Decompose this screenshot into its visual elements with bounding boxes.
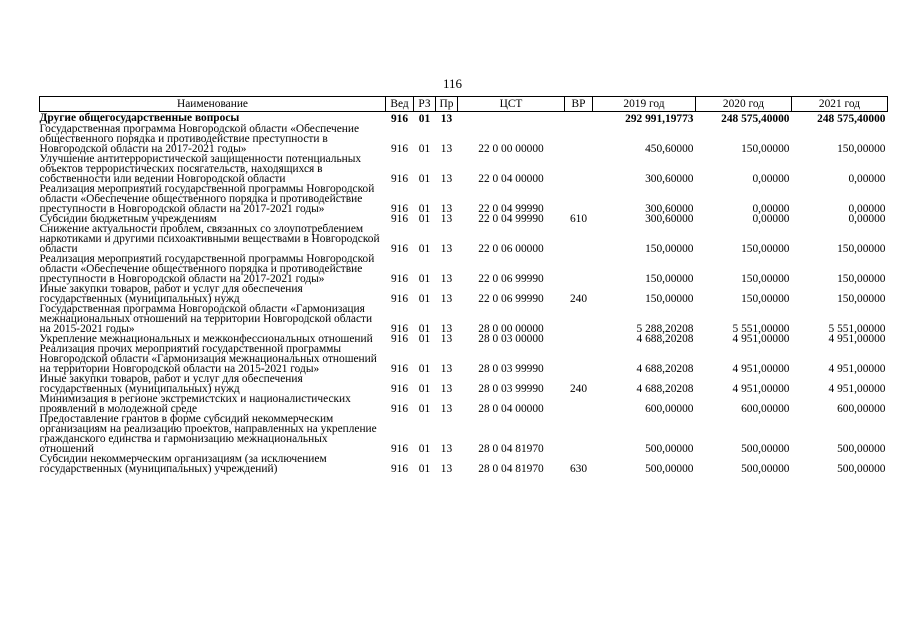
cell-y2020: 4 951,00000 <box>732 333 790 345</box>
cell-ved: 916 <box>390 323 409 335</box>
cell-y2021: 248 575,40000 <box>817 113 886 125</box>
cell-ved: 916 <box>390 383 409 395</box>
cell-cst <box>458 112 565 125</box>
cell-rz: 01 <box>418 173 431 185</box>
cell-vr <box>565 254 593 284</box>
header-ved: Вед <box>386 97 414 112</box>
cell-rz: 01 <box>418 333 431 345</box>
cell-rz: 01 <box>418 363 431 375</box>
cell-y2019: 4 688,20208 <box>636 363 694 375</box>
cell-y2019: 500,00000 <box>645 443 694 455</box>
cell-name: Улучшение антитеррористической защищенности потенциальных объектов террористических посягательств, находящихся в собственности или ведении Новгородской области <box>39 153 362 185</box>
cell-y2019: 500,00000 <box>645 463 694 475</box>
header-name: Наименование <box>40 97 386 112</box>
cell-pr: 13 <box>440 363 453 375</box>
cell-rz: 01 <box>418 213 431 225</box>
cell-vr: 240 <box>569 383 588 395</box>
cell-y2020: 150,00000 <box>741 273 790 285</box>
cell-vr: 630 <box>569 463 588 475</box>
cell-name: Государственная программа Новгородской области «Обеспечение общественного порядка и противодействие преступности в Новгородской области на 2017-2021 годы» <box>39 123 360 155</box>
table-row <box>40 224 888 254</box>
cell-y2020: 5 551,00000 <box>732 323 790 335</box>
cell-y2021: 500,00000 <box>837 443 886 455</box>
cell-cst: 28 0 04 00000 <box>478 403 544 415</box>
cell-rz: 01 <box>418 273 431 285</box>
cell-y2021: 150,00000 <box>837 273 886 285</box>
table-row <box>40 284 888 304</box>
cell-cst: 28 0 04 81970 <box>478 463 544 475</box>
cell-vr <box>565 124 593 154</box>
cell-name: Реализация мероприятий государственной программы Новгородской области «Обеспечение общественного порядка и противодействие преступности в Новгородской области на 2017-2021 годы» <box>39 253 375 285</box>
cell-pr: 13 <box>440 273 453 285</box>
header-rz: РЗ <box>414 97 436 112</box>
table-row <box>40 344 888 374</box>
table-row <box>40 254 888 284</box>
cell-rz: 01 <box>418 323 431 335</box>
cell-pr: 13 <box>440 323 453 335</box>
cell-pr: 13 <box>440 443 453 455</box>
cell-y2019: 5 288,20208 <box>636 323 694 335</box>
cell-ved: 916 <box>390 173 409 185</box>
cell-rz: 01 <box>418 143 431 155</box>
cell-rz: 01 <box>418 383 431 395</box>
cell-y2019: 300,60000 <box>645 213 694 225</box>
header-2021: 2021 год <box>792 97 888 112</box>
cell-cst: 28 0 04 81970 <box>478 443 544 455</box>
cell-y2021: 0,00000 <box>848 213 886 225</box>
cell-pr: 13 <box>440 333 453 345</box>
cell-name: Другие общегосударственные вопросы <box>39 112 240 124</box>
cell-cst: 28 0 00 00000 <box>478 323 544 335</box>
cell-ved: 916 <box>390 113 409 125</box>
cell-cst: 22 0 00 00000 <box>478 143 544 155</box>
cell-y2020: 4 951,00000 <box>732 383 790 395</box>
cell-vr <box>565 414 593 454</box>
cell-ved: 916 <box>390 443 409 455</box>
table-row <box>40 184 888 214</box>
cell-name: Снижение актуальности проблем, связанных со злоупотреблением наркотиками и другими психоактивными веществами в Новгородской области <box>39 223 380 255</box>
table-row <box>40 394 888 414</box>
cell-rz: 01 <box>418 243 431 255</box>
cell-vr <box>565 154 593 184</box>
cell-name: Субсидии бюджетным учреждениям <box>39 213 217 225</box>
cell-cst: 22 0 06 99990 <box>478 293 544 305</box>
cell-ved: 916 <box>390 293 409 305</box>
cell-rz: 01 <box>418 113 431 125</box>
header-vr: ВР <box>565 97 593 112</box>
cell-name: Государственная программа Новгородской области «Гармонизация межнациональных отношений на территории Новгородской области на 2015-2021 годы» <box>39 303 373 335</box>
cell-y2021: 500,00000 <box>837 463 886 475</box>
table-row <box>40 454 888 474</box>
cell-pr: 13 <box>440 113 453 125</box>
cell-vr <box>565 112 593 125</box>
cell-pr: 13 <box>440 243 453 255</box>
cell-pr: 13 <box>440 203 453 215</box>
table-row <box>40 124 888 154</box>
cell-cst: 28 0 03 99990 <box>478 363 544 375</box>
cell-rz: 01 <box>418 403 431 415</box>
cell-y2019: 4 688,20208 <box>636 333 694 345</box>
cell-cst: 28 0 03 99990 <box>478 383 544 395</box>
header-2020: 2020 год <box>696 97 792 112</box>
cell-vr: 610 <box>569 213 588 225</box>
cell-y2020: 0,00000 <box>752 203 790 215</box>
cell-pr: 13 <box>440 383 453 395</box>
cell-y2020: 0,00000 <box>752 173 790 185</box>
cell-ved: 916 <box>390 273 409 285</box>
table-body <box>40 112 888 475</box>
cell-ved: 916 <box>390 403 409 415</box>
table-row <box>40 374 888 394</box>
cell-y2019: 450,60000 <box>645 143 694 155</box>
cell-y2020: 4 951,00000 <box>732 363 790 375</box>
cell-y2019: 150,00000 <box>645 243 694 255</box>
cell-y2019: 292 991,19773 <box>625 113 694 125</box>
cell-y2021: 150,00000 <box>837 243 886 255</box>
cell-ved: 916 <box>390 333 409 345</box>
cell-pr: 13 <box>440 213 453 225</box>
header-pr: Пр <box>436 97 458 112</box>
cell-rz: 01 <box>418 463 431 475</box>
cell-y2019: 4 688,20208 <box>636 383 694 395</box>
header-2019: 2019 год <box>593 97 696 112</box>
cell-y2020: 150,00000 <box>741 293 790 305</box>
cell-name: Иные закупки товаров, работ и услуг для обеспечения государственных (муниципальных) нужд <box>39 373 303 395</box>
cell-y2019: 150,00000 <box>645 293 694 305</box>
cell-vr <box>565 224 593 254</box>
cell-y2019: 300,60000 <box>645 173 694 185</box>
page-number: 116 <box>442 76 463 91</box>
cell-pr: 13 <box>440 143 453 155</box>
cell-y2021: 0,00000 <box>848 203 886 215</box>
cell-cst: 22 0 04 00000 <box>478 173 544 185</box>
cell-cst: 22 0 04 99990 <box>478 213 544 225</box>
cell-rz: 01 <box>418 203 431 215</box>
cell-y2020: 150,00000 <box>741 143 790 155</box>
cell-ved: 916 <box>390 363 409 375</box>
cell-y2020: 500,00000 <box>741 443 790 455</box>
cell-cst: 22 0 06 00000 <box>478 243 544 255</box>
cell-ved: 916 <box>390 243 409 255</box>
cell-pr: 13 <box>440 463 453 475</box>
cell-vr <box>565 334 593 344</box>
cell-ved: 916 <box>390 463 409 475</box>
cell-pr: 13 <box>440 293 453 305</box>
cell-cst: 22 0 04 99990 <box>478 203 544 215</box>
cell-y2020: 0,00000 <box>752 213 790 225</box>
cell-cst: 22 0 06 99990 <box>478 273 544 285</box>
cell-ved: 916 <box>390 213 409 225</box>
table-row <box>40 414 888 454</box>
table-row <box>40 304 888 334</box>
cell-y2019: 600,00000 <box>645 403 694 415</box>
cell-name: Предоставление грантов в форме субсидий некоммерческим организациям на реализацию проектов, направленных на укрепление гражданского единства и гармонизацию межнациональных отношений <box>39 413 377 455</box>
cell-vr <box>565 184 593 214</box>
cell-vr <box>565 344 593 374</box>
budget-table <box>39 96 888 474</box>
cell-y2020: 248 575,40000 <box>721 113 790 125</box>
cell-cst: 28 0 03 00000 <box>478 333 544 345</box>
cell-y2021: 4 951,00000 <box>828 383 886 395</box>
cell-pr: 13 <box>440 403 453 415</box>
cell-ved: 916 <box>390 203 409 215</box>
header-cst: ЦСТ <box>458 97 565 112</box>
cell-name: Минимизация в регионе экстремистских и националистических проявлений в молодежной среде <box>39 393 351 415</box>
cell-y2021: 4 951,00000 <box>828 333 886 345</box>
cell-y2020: 500,00000 <box>741 463 790 475</box>
cell-name: Укрепление межнациональных и межконфессиональных отношений <box>39 333 373 345</box>
cell-name: Реализация мероприятий государственной программы Новгородской области «Обеспечение общественного порядка и противодействие преступности в Новгородской области на 2017-2021 годы» <box>39 183 375 215</box>
cell-vr <box>565 394 593 414</box>
cell-y2021: 600,00000 <box>837 403 886 415</box>
cell-pr: 13 <box>440 173 453 185</box>
cell-y2021: 150,00000 <box>837 293 886 305</box>
cell-y2019: 300,60000 <box>645 203 694 215</box>
cell-name: Субсидии некоммерческим организациям (за исключением государственных (муниципальных) учреждений) <box>39 453 327 475</box>
cell-y2020: 600,00000 <box>741 403 790 415</box>
cell-rz: 01 <box>418 443 431 455</box>
cell-ved: 916 <box>390 143 409 155</box>
cell-y2021: 5 551,00000 <box>828 323 886 335</box>
cell-y2021: 4 951,00000 <box>828 363 886 375</box>
cell-y2021: 150,00000 <box>837 143 886 155</box>
table-header-row <box>40 97 888 112</box>
cell-name: Реализация прочих мероприятий государственной программы Новгородской области «Гармонизация межнациональных отношений на территории Новгородской области на 2015-2021 годы» <box>39 343 377 375</box>
cell-y2020: 150,00000 <box>741 243 790 255</box>
cell-y2019: 150,00000 <box>645 273 694 285</box>
table-row <box>40 154 888 184</box>
cell-y2021: 0,00000 <box>848 173 886 185</box>
cell-vr: 240 <box>569 293 588 305</box>
cell-name: Иные закупки товаров, работ и услуг для обеспечения государственных (муниципальных) нужд <box>39 283 303 305</box>
cell-rz: 01 <box>418 293 431 305</box>
cell-vr <box>565 304 593 334</box>
